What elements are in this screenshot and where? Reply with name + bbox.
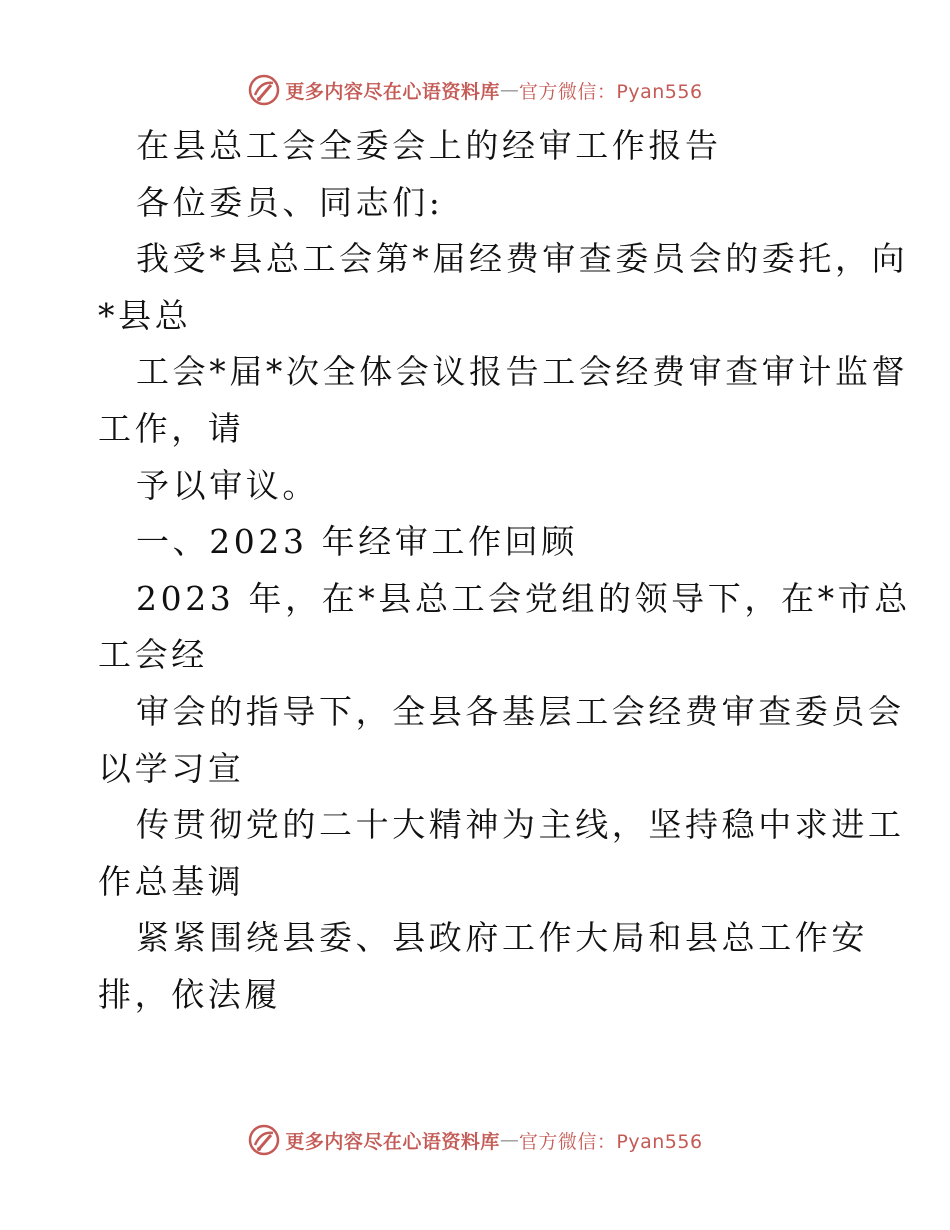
paragraph-line: 工会*届*次全体会议报告工会经费审查审计监督	[136, 352, 909, 392]
paragraph-line: 传贯彻党的二十大精神为主线，坚持稳中求进工	[136, 805, 905, 845]
watermark-separator: —	[499, 1129, 519, 1151]
pen-swirl-logo-icon	[247, 1123, 281, 1157]
paragraph-line: 我受*县总工会第*届经费审查委员会的委托，向	[136, 239, 909, 279]
document-body	[98, 118, 911, 1024]
watermark-promo-text: 更多内容尽在心语资料库	[285, 1130, 500, 1153]
paragraph-line: 紧紧围绕县委、县政府工作大局和县总工作安	[136, 918, 868, 958]
paragraph-line: 2023 年，在*县总工会党组的领导下，在*市总	[136, 578, 911, 618]
section-heading: 一、2023 年经审工作回顾	[136, 522, 578, 562]
paragraph-line: 排，依法履	[98, 974, 281, 1014]
paragraph-line: 以学习宣	[98, 748, 245, 788]
paragraph-line: *县总	[98, 295, 192, 335]
paragraph-line: 工会经	[98, 635, 208, 675]
document-title: 在县总工会全委会上的经审工作报告	[136, 126, 722, 165]
salutation: 各位委员、同志们:	[136, 182, 444, 222]
watermark-contact-text: 官方微信：Pyan556	[518, 1130, 703, 1153]
pen-swirl-logo-icon	[247, 73, 281, 107]
paragraph-line: 予以审议。	[136, 465, 319, 505]
header-watermark-banner	[0, 70, 950, 110]
paragraph-line: 作总基调	[98, 861, 245, 901]
paragraph-line: 工作，请	[98, 408, 245, 448]
paragraph-line: 审会的指导下，全县各基层工会经费审查委员会	[136, 691, 905, 731]
watermark-promo-text: 更多内容尽在心语资料库	[285, 80, 500, 103]
footer-watermark-banner	[0, 1120, 950, 1160]
watermark-contact-text: 官方微信：Pyan556	[518, 80, 703, 103]
watermark-separator: —	[499, 79, 519, 101]
